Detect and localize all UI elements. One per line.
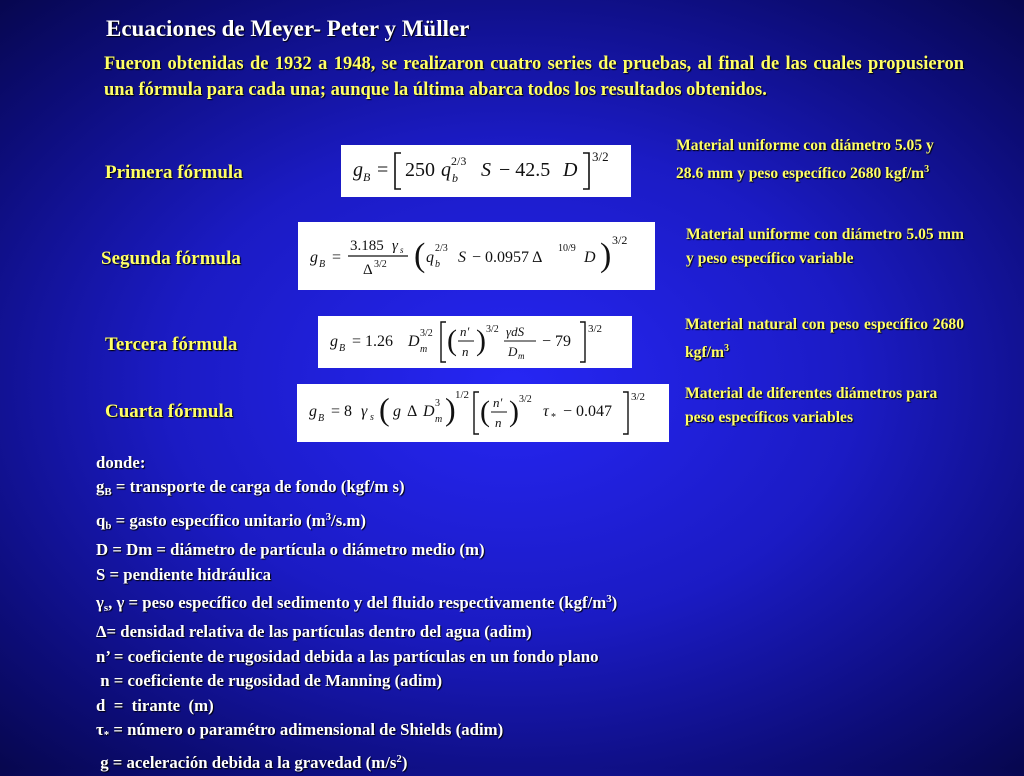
svg-text:3/2: 3/2 [612,233,628,247]
svg-text:S: S [481,159,491,181]
svg-text:n′: n′ [493,395,503,410]
def-g-end: ) [401,753,408,773]
def-g-text: g = aceleración debida a la gravedad (m/s [96,753,397,773]
formula-primera-graphic [351,145,631,197]
svg-text:Δ: Δ [407,403,418,420]
svg-text:b: b [435,259,440,270]
def-d-tirante: d = tirante (m) [96,695,214,715]
svg-text:D: D [423,403,435,420]
svg-text:S: S [458,249,466,266]
svg-text:B: B [319,259,326,270]
note-primera-text: Material uniforme con diámetro 5.05 y 28.6 mm y peso específico 2680 kgf/m [676,137,934,182]
svg-text:Δ: Δ [363,262,373,278]
def-gb [96,475,617,504]
svg-text:): ) [509,395,519,428]
svg-text:3/2: 3/2 [374,259,387,270]
note-cuarta [685,382,970,430]
svg-text:B: B [339,343,346,354]
def-gamma-sub: s [103,602,109,615]
label-segunda: Segunda fórmula [101,248,241,269]
def-qb [96,505,617,538]
definitions-list [96,451,617,776]
def-gamma [96,587,617,620]
svg-text:3/2: 3/2 [592,149,609,164]
note-tercera [685,313,964,365]
def-gamma-symbol: γ [96,593,104,613]
svg-text:D: D [508,344,518,359]
svg-text:= 8: = 8 [331,403,353,420]
svg-text:=: = [377,159,389,181]
svg-text:3/2: 3/2 [631,391,646,403]
svg-text:(: ( [414,237,426,274]
svg-text:n: n [462,344,469,359]
svg-text:γdS: γdS [506,324,525,339]
svg-text:B: B [318,413,325,424]
svg-text:3/2: 3/2 [420,328,433,339]
svg-text:= 1.26: = 1.26 [352,333,394,350]
intro-paragraph: Fueron obtenidas de 1932 a 1948, se realizaron cuatro series de pruebas, al final de las cuales propusieron una fórmula para cada una; aunque la última abarca todos los resultados obtenidos. [104,54,964,100]
svg-text:D: D [408,333,420,350]
svg-text:b: b [452,171,458,185]
def-n-prime: n’ = coeficiente de rugosidad debida a las partículas en un fondo plano [96,646,599,666]
svg-text:D: D [563,159,578,181]
svg-text:q: q [441,159,451,181]
def-qb-sup: 3 [325,510,332,523]
svg-text:− 79: − 79 [542,333,572,350]
svg-text:): ) [600,237,612,274]
def-gamma-end: ) [611,593,618,613]
svg-text:(: ( [447,324,457,357]
formula-segunda-image [298,222,655,290]
slide-title: Ecuaciones de Meyer- Peter y Müller [106,16,470,41]
svg-text:2/3: 2/3 [451,154,467,168]
svg-text:m: m [435,414,443,425]
def-d: D = Dm = diámetro de partícula o diámetro medio (m) [96,540,485,560]
svg-text:): ) [476,324,486,357]
svg-text:n′: n′ [460,324,470,339]
formula-tercera-graphic [328,316,632,368]
svg-text:10/9: 10/9 [558,243,576,254]
svg-text:3/2: 3/2 [519,394,532,405]
svg-text:− 42.5: − 42.5 [499,159,551,181]
def-gb-symbol: g [96,477,105,497]
svg-text:− 0.0957 Δ: − 0.0957 Δ [472,249,543,266]
note-tercera-sup: 3 [723,343,730,354]
svg-text:(: ( [480,395,490,428]
note-tercera-text: Material natural con peso específico 2680 kgf/m [685,316,964,361]
svg-text:(: ( [379,391,390,427]
formula-tercera-image [318,316,632,368]
label-tercera: Tercera fórmula [105,334,238,355]
def-g [96,747,617,775]
def-gb-sub: B [104,486,112,499]
svg-text:D: D [584,249,596,266]
formula-cuarta-image [297,384,669,442]
svg-text:3/2: 3/2 [588,323,603,335]
svg-text:): ) [445,391,456,427]
label-primera: Primera fórmula [105,162,243,183]
svg-text:s: s [370,412,374,423]
defs-heading: donde: [96,453,146,472]
def-tau-text: = número o paramétro adimensional de Shields (adim) [109,720,504,740]
svg-text:250: 250 [405,159,435,181]
def-gb-text: = transporte de carga de fondo (kgf/m s) [111,477,405,497]
svg-text:2/3: 2/3 [435,243,448,254]
svg-text:− 0.047: − 0.047 [563,403,613,420]
note-primera-sup: 3 [924,164,930,175]
def-qb-symbol: q [96,510,106,530]
def-tau-symbol: τ [96,720,104,740]
def-tau-sub: * [103,729,110,742]
svg-text:q: q [426,249,434,266]
svg-text:γ: γ [361,403,368,420]
svg-text:3.185: 3.185 [350,238,384,254]
def-qb-text: = gasto específico unitario (m [111,510,326,530]
svg-text:g: g [330,333,338,350]
svg-text:g: g [393,403,401,420]
def-qb-sub: b [105,519,112,532]
def-tau [96,718,617,747]
def-gamma-text: , γ = peso específico del sedimento y del fluido respectivamente (kgf/m [108,593,607,613]
svg-text:3: 3 [435,398,440,409]
svg-text:τ: τ [543,403,549,420]
svg-text:m: m [420,344,428,355]
formula-primera-image [341,145,631,197]
note-primera [676,134,956,186]
svg-text:γ: γ [392,238,398,254]
def-s: S = pendiente hidráulica [96,564,272,584]
svg-text:g: g [309,403,317,420]
svg-text:*: * [551,412,556,423]
label-cuarta: Cuarta fórmula [105,401,234,422]
svg-text:m: m [518,351,525,361]
note-cuarta-text: Material de diferentes diámetros para peso específicos variables [685,385,938,426]
svg-text:n: n [495,415,502,430]
def-delta: Δ= densidad relativa de las partículas dentro del agua (adim) [96,622,532,642]
svg-text:s: s [400,245,404,255]
note-segunda [686,223,964,271]
def-n: n = coeficiente de rugosidad de Manning (adim) [96,671,443,691]
formula-cuarta-graphic [307,384,669,442]
svg-text:B: B [363,170,371,184]
def-qb-end: /s.m) [331,510,367,530]
formula-segunda-graphic [308,222,653,290]
svg-text:1/2: 1/2 [455,389,470,401]
note-segunda-text: Material uniforme con diámetro 5.05 mm y peso específico variable [686,226,964,267]
svg-text:=: = [332,249,342,266]
svg-text:g: g [353,159,363,181]
def-g-sup: 2 [396,753,402,766]
svg-text:3/2: 3/2 [486,324,499,335]
svg-text:g: g [310,249,318,266]
def-gamma-sup: 3 [606,593,612,606]
